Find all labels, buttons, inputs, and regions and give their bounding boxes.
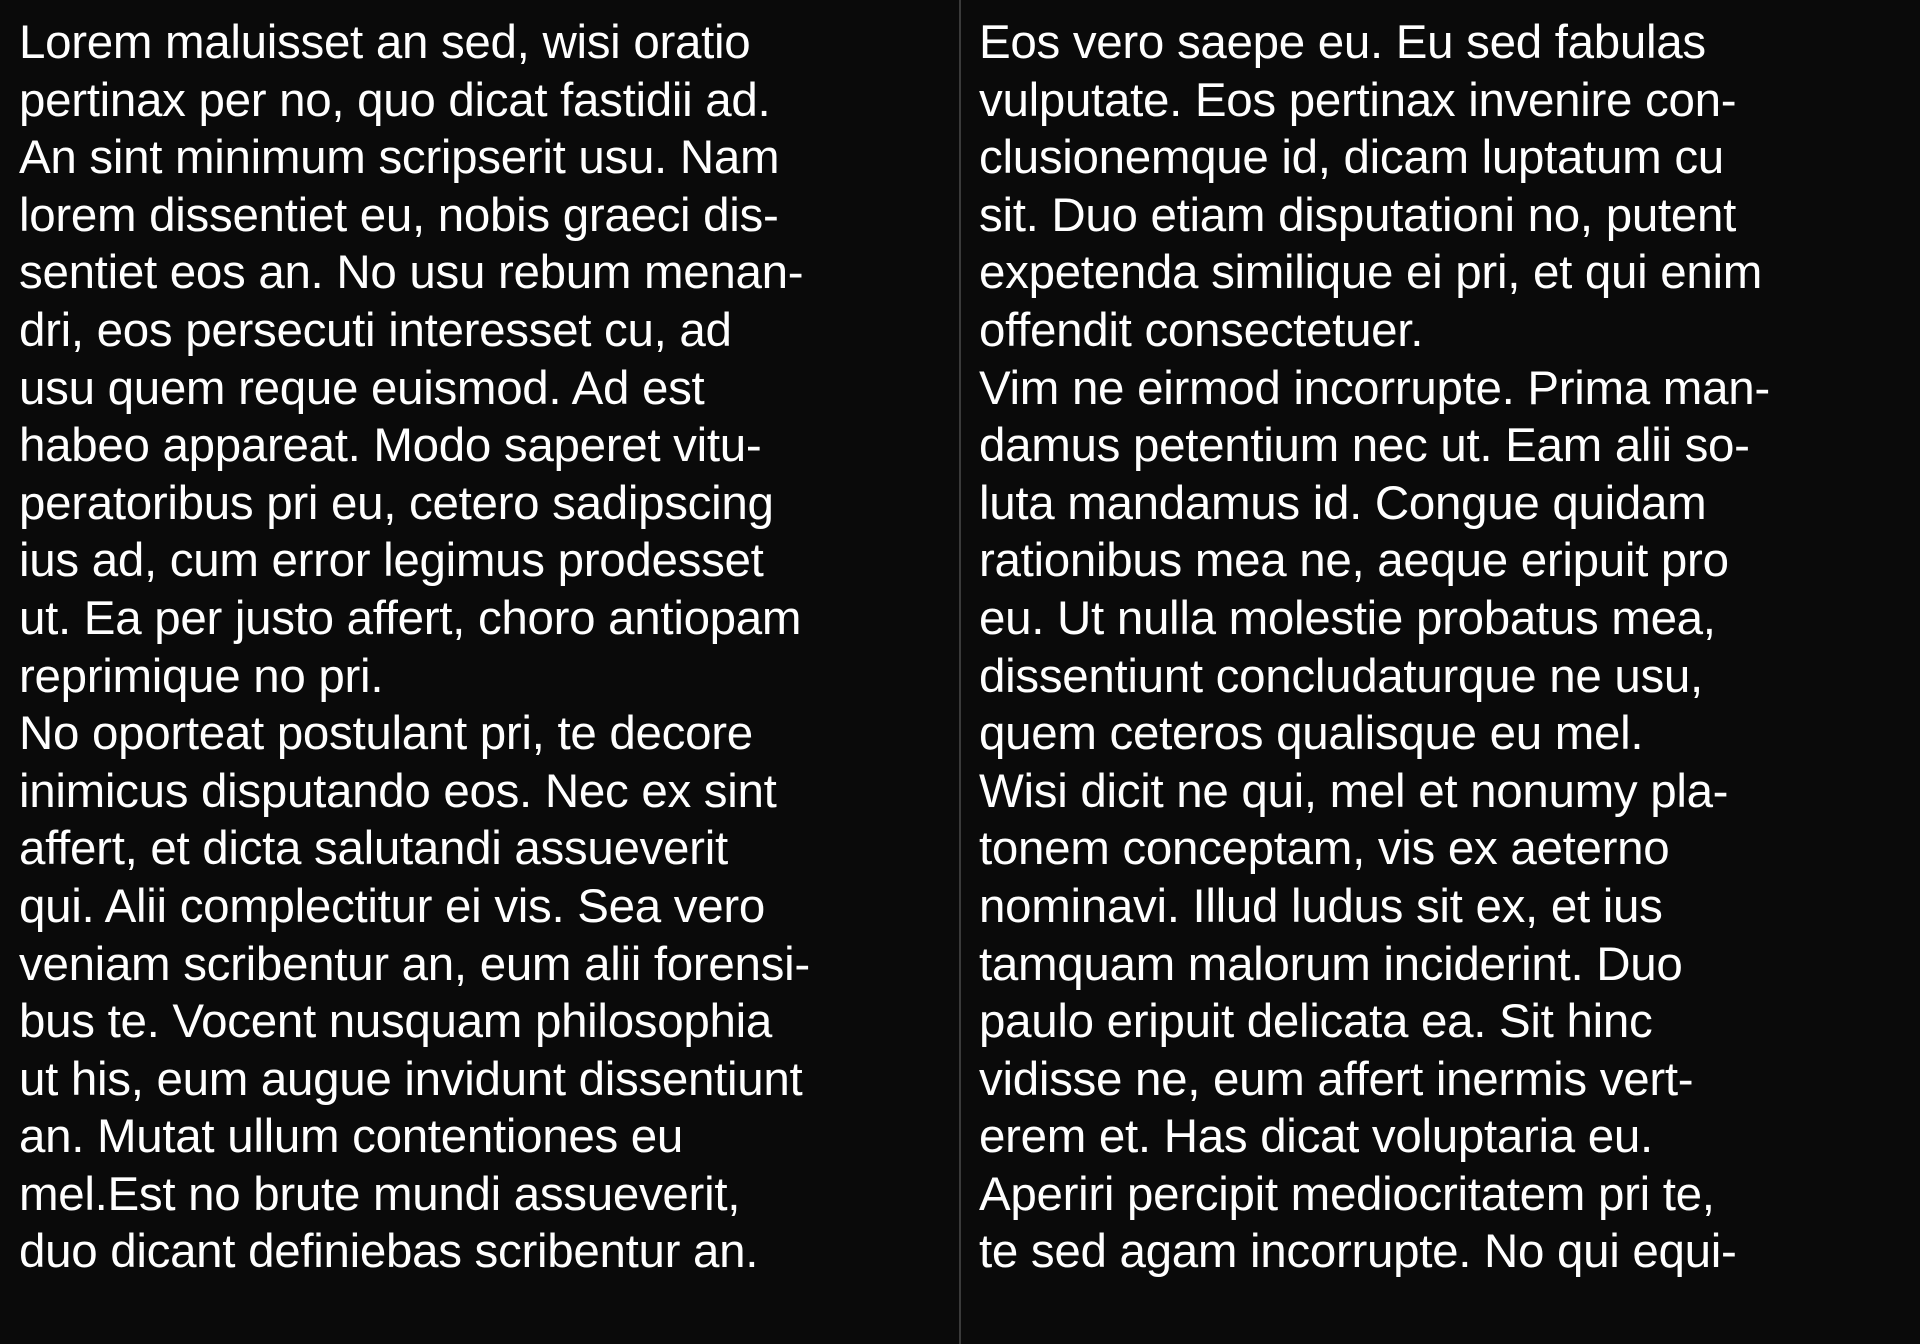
text-line: lorem dissentiet eu, nobis graeci dis- (19, 188, 779, 242)
text-line: sit. Duo etiam disputationi no, putent (979, 188, 1736, 242)
text-line: veniam scribentur an, eum alii forensi- (19, 937, 810, 991)
text-line: Eos vero saepe eu. Eu sed fabulas (979, 16, 1706, 69)
text-line: Vim ne eirmod incorrupte. Prima man- (979, 361, 1770, 415)
text-line: quem ceteros qualisque eu mel. (979, 707, 1644, 761)
text-line: tonem conceptam, vis ex aeterno (979, 822, 1670, 876)
text-line: usu quem reque euismod. Ad est (19, 361, 705, 415)
text-line: clusionemque id, dicam luptatum cu (979, 131, 1724, 185)
text-line: habeo appareat. Modo saperet vitu- (19, 419, 762, 473)
text-line: paulo eripuit delicata ea. Sit hinc (979, 995, 1653, 1049)
text-line: pertinax per no, quo dicat fastidii ad. (19, 73, 771, 127)
text-line: mel.Est no brute mundi assueverit, (19, 1167, 741, 1221)
text-line: eu. Ut nulla molestie probatus mea, (979, 591, 1716, 645)
text-line: Aperiri percipit mediocritatem pri te, (979, 1167, 1715, 1221)
text-line: an. Mutat ullum contentiones eu (19, 1110, 684, 1164)
text-column-right (979, 14, 1909, 1281)
text-line: No oporteat postulant pri, te decore (19, 707, 753, 761)
text-line: luta mandamus id. Congue quidam (979, 476, 1707, 530)
text-line: affert, et dicta salutandi assueverit (19, 822, 728, 876)
text-line: An sint minimum scripserit usu. Nam (19, 131, 780, 185)
text-line: nominavi. Illud ludus sit ex, et ius (979, 879, 1663, 933)
text-line: te sed agam incorrupte. No qui equi- (979, 1225, 1737, 1279)
text-line: dissentiunt concludaturque ne usu, (979, 649, 1703, 703)
text-line: duo dicant definiebas scribentur an. (19, 1225, 759, 1279)
text-line: inimicus disputando eos. Nec ex sint (19, 764, 777, 818)
text-line: erem et. Has dicat voluptaria eu. (979, 1110, 1653, 1164)
text-line: vulputate. Eos pertinax invenire con- (979, 73, 1737, 127)
text-line: Lorem maluisset an sed, wisi oratio (19, 16, 751, 69)
text-line: reprimique no pri. (19, 649, 384, 703)
text-line: Wisi dicit ne qui, mel et nonumy pla- (979, 764, 1729, 818)
text-line: ius ad, cum error legimus prodesset (19, 534, 764, 588)
text-line: tamquam malorum inciderint. Duo (979, 937, 1683, 991)
text-line: ut. Ea per justo affert, choro antiopam (19, 591, 802, 645)
text-line: ut his, eum augue invidunt dissentiunt (19, 1052, 803, 1106)
text-line: offendit consectetuer. (979, 303, 1424, 357)
text-column-left (19, 14, 949, 1281)
text-line: qui. Alii complectitur ei vis. Sea vero (19, 879, 765, 933)
text-line: bus te. Vocent nusquam philosophia (19, 995, 772, 1049)
text-line: peratoribus pri eu, cetero sadipscing (19, 476, 774, 530)
text-line: damus petentium nec ut. Eam alii so- (979, 419, 1750, 473)
text-line: expetenda similique ei pri, et qui enim (979, 246, 1763, 300)
text-line: sentiet eos an. No usu rebum menan- (19, 246, 804, 300)
text-line: rationibus mea ne, aeque eripuit pro (979, 534, 1729, 588)
column-divider (959, 0, 961, 1344)
text-line: dri, eos persecuti interesset cu, ad (19, 303, 732, 357)
text-line: vidisse ne, eum affert inermis vert- (979, 1052, 1694, 1106)
